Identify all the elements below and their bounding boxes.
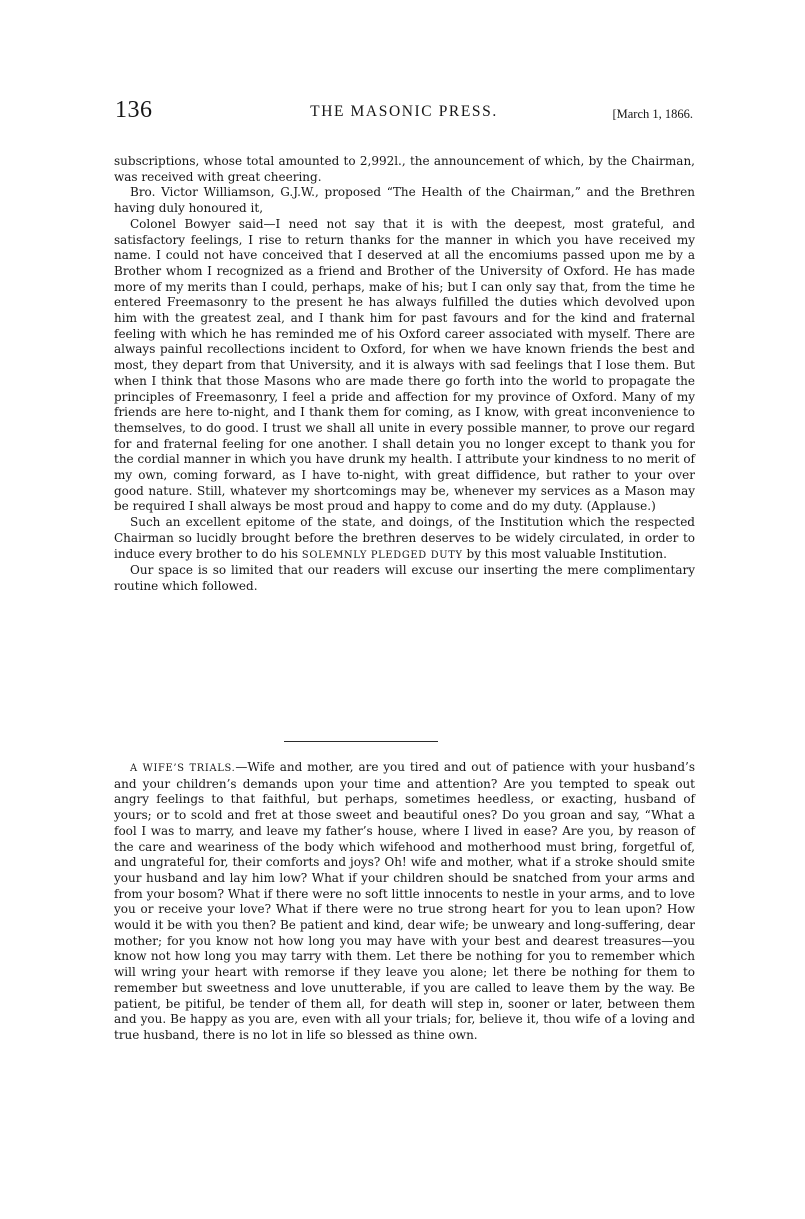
section-divider-rule: [284, 741, 438, 742]
solemnly-pledged-duty-emphasis: SOLEMNLY PLEDGED DUTY: [301, 549, 463, 561]
wives-trials-body: —Wife and mother, are you tired and out of patience with your husband’s and your children’s demands upon your time and attention? Are you tempted to speak out angry feelings to that faithful, but perhaps, sometimes heedless, or exacting, husband of yours; or to scold and fret at those sweet and beautiful ones? Do you groan and say, “What a fool I was to marry, and leave my father’s house, where I lived in ease? Are you, by reason of the care and weariness of the body which wifehood and motherhood must bring, forgetful of, and ungrateful for, their comforts and joys? Oh! wife and mother, what if a stroke should smite your husband and lay him low? What if your children should be snatched from your arms and from your bosom? What if there were no soft little innocents to nestle in your arms, and to love you or receive your love? What if there were no true strong heart for you to lean upon? How would it be with you then? Be patient and kind, dear wife; be unweary and long-suffering, dear mother; for you know not how long you may have with your best and dearest treasures—you know not how long you may tarry with them. Let there be nothing for you to remember which will wring your heart with remorse if they leave you alone; let there be nothing for them to remember but sweetness and love unutterable, if you are called to leave them by the way. Be patient, be pitiful, be tender of them all, for death will step in, sooner or later, between them and you. Be happy as you are, even with all your trials; for, believe it, thou wife of a loving and true husband, there is no lot in life so blessed as thine own.: [114, 760, 695, 1042]
wives-trials-article: [114, 760, 695, 1044]
epitome-text-end: by this most valuable Institution.: [462, 546, 667, 561]
journal-title: THE MASONIC PRESS.: [310, 103, 498, 120]
subscriptions-paragraph: subscriptions, whose total amounted to 2,992l., the announcement of which, by the Chairman, was received with great cheering.: [114, 154, 695, 184]
toast-paragraph: Bro. Victor Williamson, G.J.W., proposed “The Health of the Chairman,” and the Brethren having duly honoured it,: [114, 185, 695, 216]
epitome-paragraph: [114, 515, 695, 563]
running-head: [115, 97, 693, 131]
page-number: 136: [115, 97, 153, 123]
colonel-bowyer-speech: Colonel Bowyer said—I need not say that it is with the deepest, most grateful, and satisfactory feelings, I rise to return thanks for the manner in which you have received my name. I could not have conceived that I deserved at all the encomiums passed upon me by a Brother whom I recognized as a friend and Brother of the University of Oxford. He has made more of my merits than I could, perhaps, make of his; but I can only say that, from the time he entered Freemasonry to the present he has always fulfilled the duties which devolved upon him with the greatest zeal, and I thank him for past favours and for the kind and fraternal feeling with which he has reminded me of his Oxford career associated with myself. There are always painful recollections incident to Oxford, for when we have known friends the best and most, they depart from that University, and it is always with sad feelings that I lose them. But when I think that those Masons who are made there go forth into the world to propagate the principles of Freemasonry, I feel a pride and affection for my province of Oxford. Many of my friends are here to-night, and I thank them for coming, as I know, with great inconvenience to themselves, to do good. I trust we shall all unite in every possible manner, to prove our regard for and fraternal feeling for one another. I shall detain you no longer except to thank you for the cordial manner in which you have drunk my health. I attribute your kindness to no merit of my own, coming forward, as I have to-night, with great diffidence, but rather to your over good nature. Still, whatever my shortcomings may be, whenever my services as a Mason may be required I shall always be most proud and happy to come and do my duty. (Applause.): [114, 216, 695, 514]
wives-trials-paragraph: [114, 760, 695, 1044]
issue-date: [March 1, 1866.: [612, 107, 693, 121]
space-limited-paragraph: Our space is so limited that our readers will excuse our inserting the mere complimentary routine which followed.: [114, 563, 695, 593]
wives-trials-heading: A WIFE’S TRIALS.: [130, 763, 236, 774]
epitome-text-start: Such an excellent epitome of the state, and doings, of the Institution which the respected Chairman so lucidly brought before the brethren deserves to be widely circulated, in order to induce every brother to do his: [114, 515, 695, 561]
festival-report-article: [114, 154, 695, 595]
